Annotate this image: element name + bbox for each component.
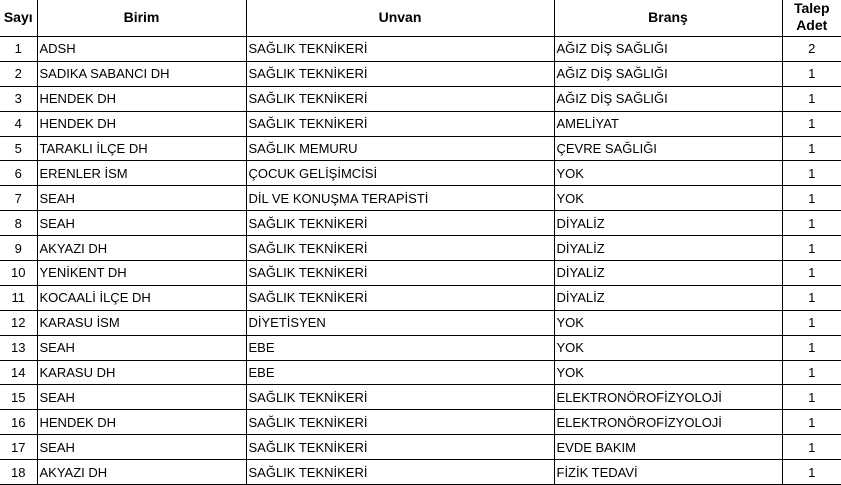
cell-talep-adet[interactable]: 1 <box>782 211 841 236</box>
cell-sayi[interactable]: 12 <box>0 310 37 335</box>
cell-sayi[interactable]: 16 <box>0 410 37 435</box>
table-row <box>0 236 841 261</box>
cell-brans[interactable]: AĞIZ DİŞ SAĞLIĞI <box>554 61 782 86</box>
table-row <box>0 211 841 236</box>
cell-sayi[interactable]: 13 <box>0 335 37 360</box>
cell-sayi[interactable]: 8 <box>0 211 37 236</box>
cell-unvan[interactable]: EBE <box>246 335 554 360</box>
cell-talep-adet[interactable]: 1 <box>782 111 841 136</box>
table-row <box>0 310 841 335</box>
cell-talep-adet[interactable]: 1 <box>782 61 841 86</box>
cell-birim[interactable]: YENİKENT DH <box>37 261 246 286</box>
cell-sayi[interactable]: 18 <box>0 460 37 485</box>
cell-talep-adet[interactable]: 1 <box>782 236 841 261</box>
cell-birim[interactable]: SEAH <box>37 385 246 410</box>
table-row <box>0 410 841 435</box>
cell-birim[interactable]: SEAH <box>37 435 246 460</box>
cell-unvan[interactable]: SAĞLIK TEKNİKERİ <box>246 61 554 86</box>
cell-talep-adet[interactable]: 1 <box>782 161 841 186</box>
cell-unvan[interactable]: SAĞLIK TEKNİKERİ <box>246 236 554 261</box>
cell-talep-adet[interactable]: 1 <box>782 410 841 435</box>
cell-sayi[interactable]: 1 <box>0 37 37 62</box>
cell-sayi[interactable]: 17 <box>0 435 37 460</box>
cell-birim[interactable]: ADSH <box>37 37 246 62</box>
cell-brans[interactable]: DİYALİZ <box>554 236 782 261</box>
table-row <box>0 285 841 310</box>
cell-sayi[interactable]: 3 <box>0 86 37 111</box>
cell-talep-adet[interactable]: 1 <box>782 136 841 161</box>
table-row <box>0 360 841 385</box>
cell-unvan[interactable]: ÇOCUK GELİŞİMCİSİ <box>246 161 554 186</box>
cell-birim[interactable]: ERENLER İSM <box>37 161 246 186</box>
cell-brans[interactable]: AĞIZ DİŞ SAĞLIĞI <box>554 86 782 111</box>
cell-talep-adet[interactable]: 1 <box>782 335 841 360</box>
cell-unvan[interactable]: SAĞLIK TEKNİKERİ <box>246 435 554 460</box>
cell-birim[interactable]: TARAKLI İLÇE DH <box>37 136 246 161</box>
cell-brans[interactable]: ELEKTRONÖROFİZYOLOJİ <box>554 410 782 435</box>
cell-brans[interactable]: YOK <box>554 186 782 211</box>
cell-unvan[interactable]: SAĞLIK TEKNİKERİ <box>246 460 554 485</box>
cell-birim[interactable]: HENDEK DH <box>37 86 246 111</box>
cell-birim[interactable]: AKYAZI DH <box>37 236 246 261</box>
cell-sayi[interactable]: 2 <box>0 61 37 86</box>
cell-brans[interactable]: YOK <box>554 310 782 335</box>
cell-birim[interactable]: AKYAZI DH <box>37 460 246 485</box>
cell-birim[interactable]: SEAH <box>37 211 246 236</box>
cell-talep-adet[interactable]: 2 <box>782 37 841 62</box>
header-brans: Branş <box>554 0 782 37</box>
cell-sayi[interactable]: 4 <box>0 111 37 136</box>
cell-sayi[interactable]: 6 <box>0 161 37 186</box>
cell-talep-adet[interactable]: 1 <box>782 285 841 310</box>
table-row <box>0 385 841 410</box>
cell-talep-adet[interactable]: 1 <box>782 186 841 211</box>
cell-brans[interactable]: AĞIZ DİŞ SAĞLIĞI <box>554 37 782 62</box>
cell-unvan[interactable]: EBE <box>246 360 554 385</box>
table-row <box>0 335 841 360</box>
cell-birim[interactable]: SADIKA SABANCI DH <box>37 61 246 86</box>
table-row <box>0 86 841 111</box>
cell-brans[interactable]: EVDE BAKIM <box>554 435 782 460</box>
cell-unvan[interactable]: SAĞLIK TEKNİKERİ <box>246 86 554 111</box>
cell-unvan[interactable]: DİL VE KONUŞMA TERAPİSTİ <box>246 186 554 211</box>
cell-talep-adet[interactable]: 1 <box>782 360 841 385</box>
cell-sayi[interactable]: 11 <box>0 285 37 310</box>
header-birim: Birim <box>37 0 246 37</box>
table-row <box>0 460 841 485</box>
cell-brans[interactable]: DİYALİZ <box>554 285 782 310</box>
cell-birim[interactable]: KARASU DH <box>37 360 246 385</box>
cell-talep-adet[interactable]: 1 <box>782 86 841 111</box>
table-row <box>0 61 841 86</box>
cell-birim[interactable]: HENDEK DH <box>37 111 246 136</box>
cell-talep-adet[interactable]: 1 <box>782 385 841 410</box>
cell-brans[interactable]: FİZİK TEDAVİ <box>554 460 782 485</box>
cell-unvan[interactable]: SAĞLIK TEKNİKERİ <box>246 261 554 286</box>
cell-sayi[interactable]: 10 <box>0 261 37 286</box>
cell-birim[interactable]: HENDEK DH <box>37 410 246 435</box>
cell-talep-adet[interactable]: 1 <box>782 261 841 286</box>
cell-talep-adet[interactable]: 1 <box>782 460 841 485</box>
cell-sayi[interactable]: 14 <box>0 360 37 385</box>
cell-birim[interactable]: SEAH <box>37 335 246 360</box>
cell-sayi[interactable]: 9 <box>0 236 37 261</box>
cell-sayi[interactable]: 15 <box>0 385 37 410</box>
header-talep-adet: Talep Adet <box>782 0 841 37</box>
cell-talep-adet[interactable]: 1 <box>782 310 841 335</box>
header-unvan: Unvan <box>246 0 554 37</box>
cell-unvan[interactable]: SAĞLIK TEKNİKERİ <box>246 285 554 310</box>
cell-sayi[interactable]: 7 <box>0 186 37 211</box>
cell-birim[interactable]: KARASU İSM <box>37 310 246 335</box>
table-row <box>0 111 841 136</box>
cell-unvan[interactable]: SAĞLIK TEKNİKERİ <box>246 111 554 136</box>
cell-unvan[interactable]: SAĞLIK MEMURU <box>246 136 554 161</box>
table-row <box>0 161 841 186</box>
cell-brans[interactable]: AMELİYAT <box>554 111 782 136</box>
cell-unvan[interactable]: DİYETİSYEN <box>246 310 554 335</box>
table-row <box>0 37 841 62</box>
cell-sayi[interactable]: 5 <box>0 136 37 161</box>
cell-brans[interactable]: DİYALİZ <box>554 261 782 286</box>
header-sayi: Sayı <box>0 0 37 37</box>
cell-brans[interactable]: ELEKTRONÖROFİZYOLOJİ <box>554 385 782 410</box>
cell-birim[interactable]: KOCAALİ İLÇE DH <box>37 285 246 310</box>
cell-birim[interactable]: SEAH <box>37 186 246 211</box>
cell-talep-adet[interactable]: 1 <box>782 435 841 460</box>
header-row <box>0 0 841 37</box>
table-row <box>0 186 841 211</box>
cell-brans[interactable]: ÇEVRE SAĞLIĞI <box>554 136 782 161</box>
cell-brans[interactable]: YOK <box>554 161 782 186</box>
cell-unvan[interactable]: SAĞLIK TEKNİKERİ <box>246 37 554 62</box>
table-row <box>0 261 841 286</box>
table-row <box>0 136 841 161</box>
cell-brans[interactable]: DİYALİZ <box>554 211 782 236</box>
cell-unvan[interactable]: SAĞLIK TEKNİKERİ <box>246 410 554 435</box>
cell-brans[interactable]: YOK <box>554 360 782 385</box>
cell-unvan[interactable]: SAĞLIK TEKNİKERİ <box>246 211 554 236</box>
cell-unvan[interactable]: SAĞLIK TEKNİKERİ <box>246 385 554 410</box>
table-row <box>0 435 841 460</box>
cell-brans[interactable]: YOK <box>554 335 782 360</box>
